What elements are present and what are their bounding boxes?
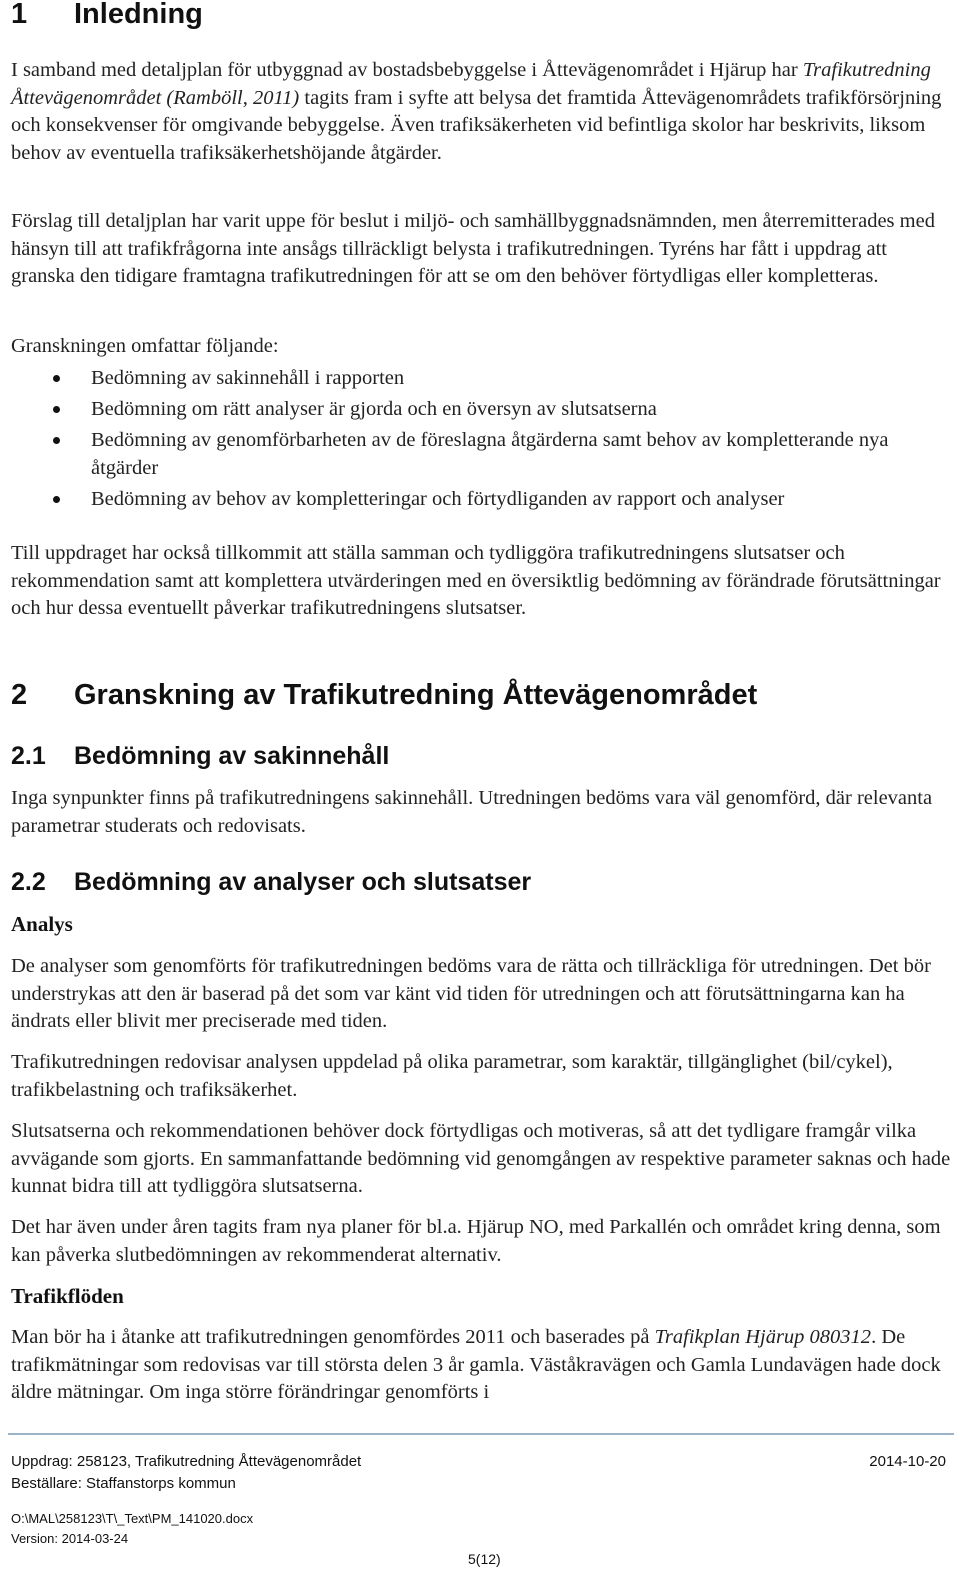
scope-list [11, 364, 951, 516]
report-title-italic: Trafikutredning Åttevägenområdet (Ramböll, 2011) [11, 59, 931, 109]
text-span: . De trafikmätningar som redovisas var till största delen 3 år gamla. Väståkravägen och Gamla Lundavägen hade dock äldre mätningar. Om inga större förändringar genomförts i [11, 1326, 941, 1403]
intro-paragraph-2: Förslag till detaljplan har varit uppe för beslut i miljö- och samhällbyggnadsnämnden, men återremitterades med hänsyn till att trafikfrågorna inte ansågs tillräckligt belysta i trafikutredningen. Tyréns har fått i uppdrag att granska den tidigare framtagna trafikutredningen för att se om den behöver förtydligas eller kompletteras. [11, 210, 935, 287]
list-item: Bedömning av behov av kompletteringar och förtydliganden av rapport och analyser [11, 485, 951, 513]
footer-version: Version: 2014-03-24 [11, 1531, 129, 1546]
subsection-number: 2.2 [11, 868, 46, 896]
footer-date: 2014-10-20 [869, 1453, 946, 1470]
footer-client: Beställare: Staffanstorps kommun [11, 1475, 236, 1492]
analys-paragraph-3: Slutsatserna och rekommendationen behöver dock förtydligas och motiveras, så att det tydligare framgår vilka avvägande som gjorts. En sammanfattande bedömning vid genomgången av respektive parameter saknas och hade kunnat bidra till att tydliggöra slutsatserna. [11, 1120, 951, 1197]
section-1-heading [11, 0, 203, 30]
intro-paragraph-3: Granskningen omfattar följande: [11, 335, 279, 357]
section-number: 2 [11, 679, 28, 711]
subsection-number: 2.1 [11, 742, 46, 770]
analys-paragraph-4: Det har även under åren tagits fram nya planer för bl.a. Hjärup NO, med Parkallén och området kring denna, som kan påverka slutbedömningen av rekommenderat alternativ. [11, 1216, 941, 1266]
intro-paragraph-4: Till uppdraget har också tillkommit att ställa samman och tydliggöra trafikutredningens slutsatser och rekommendation samt att komplettera utvärderingen med en översiktlig bedömning av förändrade förutsättningar och hur dessa eventuellt påverkar trafikutredningens slutsatser. [11, 542, 941, 619]
section-title: Granskning av Trafikutredning Åttevägenområdet [74, 679, 758, 711]
footer-assignment: Uppdrag: 258123, Trafikutredning Åttevägenområdet [11, 1453, 362, 1470]
text-span: I samband med detaljplan för utbyggnad av bostadsbebyggelse i Åttevägenområdet i Hjärup har [11, 59, 803, 81]
list-item: Bedömning av genomförbarheten av de föreslagna åtgärderna samt behov av kompletterande nya åtgärder [11, 426, 951, 482]
subsection-2-1-paragraph: Inga synpunkter finns på trafikutredningens sakinnehåll. Utredningen bedöms vara väl genomförd, där relevanta parametrar studerats och redovisats. [11, 787, 933, 837]
trafikfloden-heading: Trafikflöden [11, 1284, 124, 1308]
analys-paragraph-1: De analyser som genomförts för trafikutredningen bedöms vara de rätta och tillräckliga för utredningen. Det bör understrykas att den är baserad på det som var känt vid tiden för utredningen och att förutsättningarna kan ha ändrats eller blivit mer preciserade med tiden. [11, 955, 931, 1032]
section-2-heading [11, 679, 757, 711]
text-span: tagits fram i syfte att belysa det framtida Åttevägenområdets trafikförsörjning och konsekvenser för omgivande bebyggelse. Även trafiksäkerheten vid befintliga skolor har beskrivits, liksom behov av eventuella trafiksäkerhetshöjande åtgärder. [11, 86, 942, 164]
intro-paragraph-1 [11, 57, 951, 167]
subsection-title: Bedömning av analyser och slutsatser [74, 868, 532, 896]
section-number: 1 [11, 0, 28, 30]
subsection-title: Bedömning av sakinnehåll [74, 742, 390, 770]
page-number: 5(12) [468, 1551, 501, 1567]
trafikfloden-paragraph [11, 1324, 951, 1407]
footer-divider [8, 1433, 954, 1435]
subsection-2-2-heading [11, 868, 531, 896]
section-title: Inledning [74, 0, 203, 30]
footer-file-path: O:\MAL\258123\T\_Text\PM_141020.docx [11, 1511, 254, 1526]
text-span: Man bör ha i åtanke att trafikutredningen genomfördes 2011 och baserades på [11, 1326, 655, 1348]
analys-paragraph-2: Trafikutredningen redovisar analysen uppdelad på olika parametrar, som karaktär, tillgänglighet (bil/cykel), trafikbelastning och trafiksäkerhet. [11, 1051, 893, 1101]
subsection-2-1-heading [11, 742, 389, 770]
list-item: Bedömning om rätt analyser är gjorda och en översyn av slutsatserna [11, 395, 951, 423]
plan-title-italic: Trafikplan Hjärup 080312 [654, 1326, 872, 1348]
analys-heading: Analys [11, 912, 73, 936]
list-item: Bedömning av sakinnehåll i rapporten [11, 364, 951, 392]
